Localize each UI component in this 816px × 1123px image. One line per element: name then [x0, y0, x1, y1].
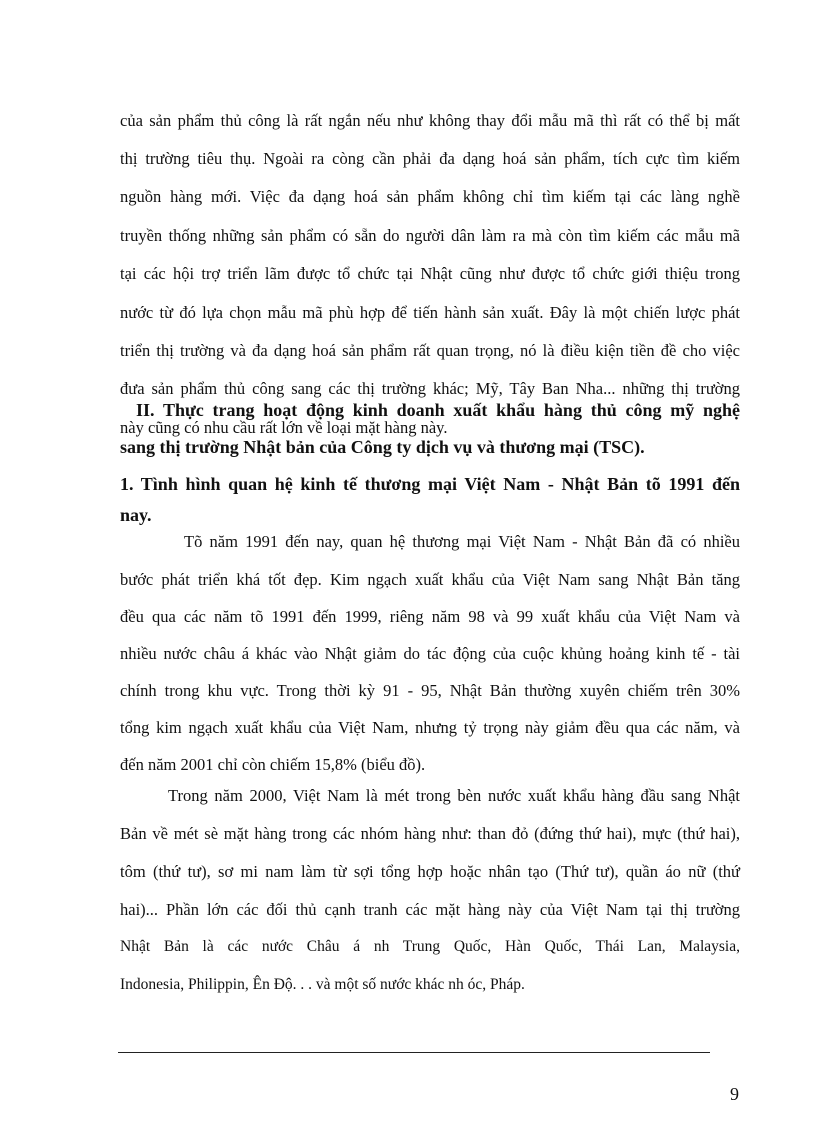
heading-line: sang thị trường Nhật bản của Công ty dịch vụ và thương mại (TSC).: [120, 437, 645, 457]
text-line: tôm (thứ tư), sơ mi nam làm từ sợi tổng hợp hoặc nhân tạo (Thứ tư), quần áo nữ (thứ: [120, 862, 740, 881]
text-line: tổng kim ngạch xuất khẩu của Việt Nam, nhưng tỷ trọng này giảm đều qua các năm, và: [120, 718, 740, 737]
text-line: Tõ năm 1991 đến nay, quan hệ thương mại Việt Nam - Nhật Bản đã có nhiều: [184, 532, 740, 551]
text-line: này cũng có nhu cầu rất lớn về loại mặt hàng này.: [120, 418, 448, 437]
text-line: nước từ đó lựa chọn mẫu mã phù hợp để tiến hành sản xuất. Đây là một chiến lược phát: [120, 303, 740, 322]
text-line: nhiều nước châu á khác vào Nhật giảm do tác động của cuộc khủng hoảng kinh tế - tài: [120, 644, 740, 663]
text-line: Indonesia, Philippin, Ên Độ. . . và một số nước khác nh óc, Pháp.: [120, 976, 525, 993]
text-line: đến năm 2001 chỉ còn chiếm 15,8% (biểu đồ).: [120, 755, 426, 774]
text-line: đưa sản phẩm thủ công sang các thị trường khác; Mỹ, Tây Ban Nha... những thị trường: [120, 379, 740, 398]
text-line: Nhật Bản là các nước Châu á nh Trung Quốc, Hàn Quốc, Thái Lan, Malaysia,: [120, 938, 740, 955]
text-line: tại các hội trợ triển lãm được tổ chức tại Nhật cũng như được tổ chức giới thiệu trong: [120, 264, 740, 283]
text-line: triển thị trường và đa dạng hoá sản phẩm rất quan trọng, nó là điều kiện tiền đề cho việc: [120, 341, 740, 360]
text-line: hai)... Phần lớn các đối thủ cạnh tranh các mặt hàng này của Việt Nam tại thị trường: [120, 900, 740, 919]
text-line: đều qua các năm tõ 1991 đến 1999, riêng năm 98 và 99 xuất khẩu của Việt Nam và: [120, 607, 740, 626]
page-number: 9: [730, 1084, 739, 1104]
text-line: nguồn hàng mới. Việc đa dạng hoá sản phẩm không chỉ tìm kiếm tại các làng nghề: [120, 187, 740, 206]
text-line: truyền thống những sản phẩm có sẵn do người dân làm ra mà còn tìm kiếm các mẫu mã: [120, 226, 740, 245]
text-line: của sản phẩm thủ công là rất ngắn nếu như không thay đổi mẫu mã thì rất có thể bị mất: [120, 111, 740, 130]
heading-line: nay.: [120, 505, 152, 525]
text-line: chính trong khu vực. Trong thời kỳ 91 - 95, Nhật Bản thường xuyên chiếm trên 30%: [120, 681, 740, 700]
text-line: thị trường tiêu thụ. Ngoài ra còng cần phải đa dạng hoá sản phẩm, tích cực tìm kiếm: [120, 149, 740, 168]
text-line: Trong năm 2000, Việt Nam là mét trong bèn nước xuất khẩu hàng đầu sang Nhật: [168, 786, 740, 805]
text-line: Bản về mét sè mặt hàng trong các nhóm hàng như: than đỏ (đứng thứ hai), mực (thứ hai),: [120, 824, 740, 843]
footer-rule: [118, 1052, 710, 1053]
text-line: bước phát triển khá tốt đẹp. Kim ngạch xuất khẩu của Việt Nam sang Nhật Bản tăng: [120, 570, 740, 589]
heading-line: II. Thực trang hoạt động kinh doanh xuất khẩu hàng thủ công mỹ nghệ: [136, 400, 740, 420]
heading-line: 1. Tình hình quan hệ kinh tế thương mại Việt Nam - Nhật Bản tõ 1991 đến: [120, 474, 740, 494]
